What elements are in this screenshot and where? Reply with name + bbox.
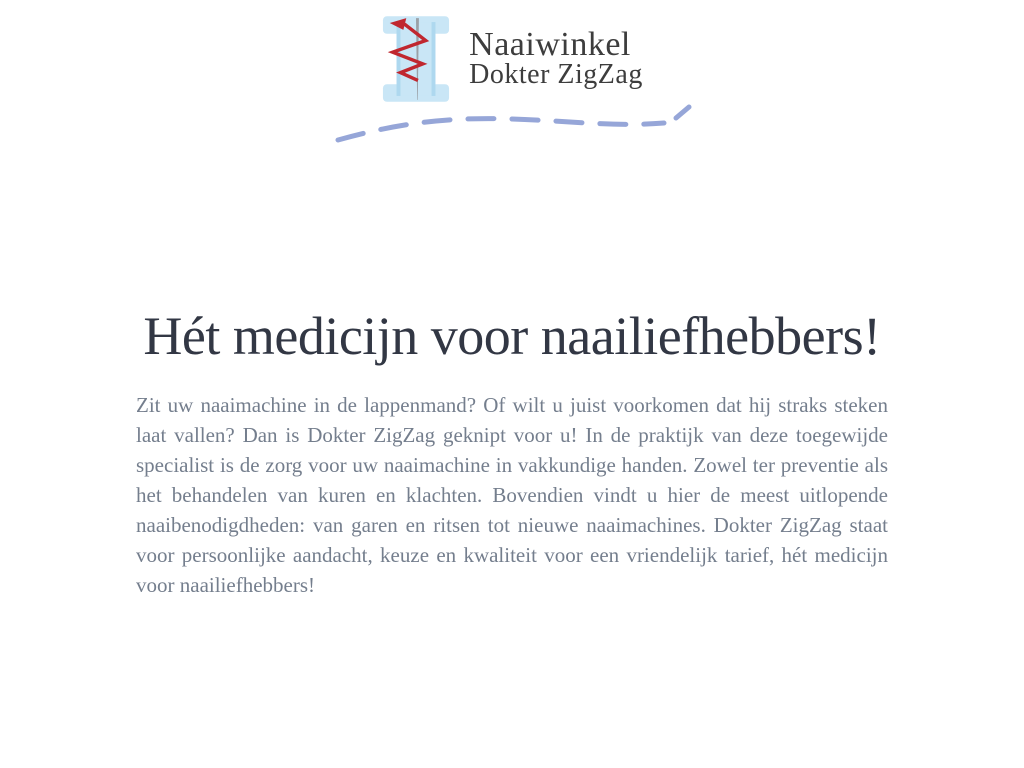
main-content: [0, 304, 1024, 600]
logo[interactable]: [0, 14, 1024, 104]
stitch-divider: [0, 102, 1024, 151]
logo-subtitle: Dokter ZigZag: [469, 58, 643, 90]
intro-paragraph: Zit uw naaimachine in de lappenmand? Of wilt u juist voorkomen dat hij straks steken laat vallen? Dan is Dokter ZigZag geknipt voor u! In de praktijk van deze toegewijde specialist is de zorg voor uw naaimachine in vakkundige handen. Zowel ter preventie als het behandelen van kuren en klachten. Bovendien vindt u hier de meest uitlopende naaibenodigdheden: van garen en ritsen tot nieuwe naaimachines. Dokter ZigZag staat voor persoonlijke aandacht, keuze en kwaliteit voor een vriendelijk tarief, hét medicijn voor naailiefhebbers!: [136, 392, 888, 597]
spool-needle-thread-icon: [381, 14, 451, 104]
page-title: Hét medicijn voor naailiefhebbers!: [143, 306, 881, 366]
logo-title: Naaiwinkel: [469, 26, 631, 64]
stitch-divider-icon: [332, 102, 692, 146]
logo-text: [469, 26, 643, 90]
site-header: [0, 0, 1024, 151]
